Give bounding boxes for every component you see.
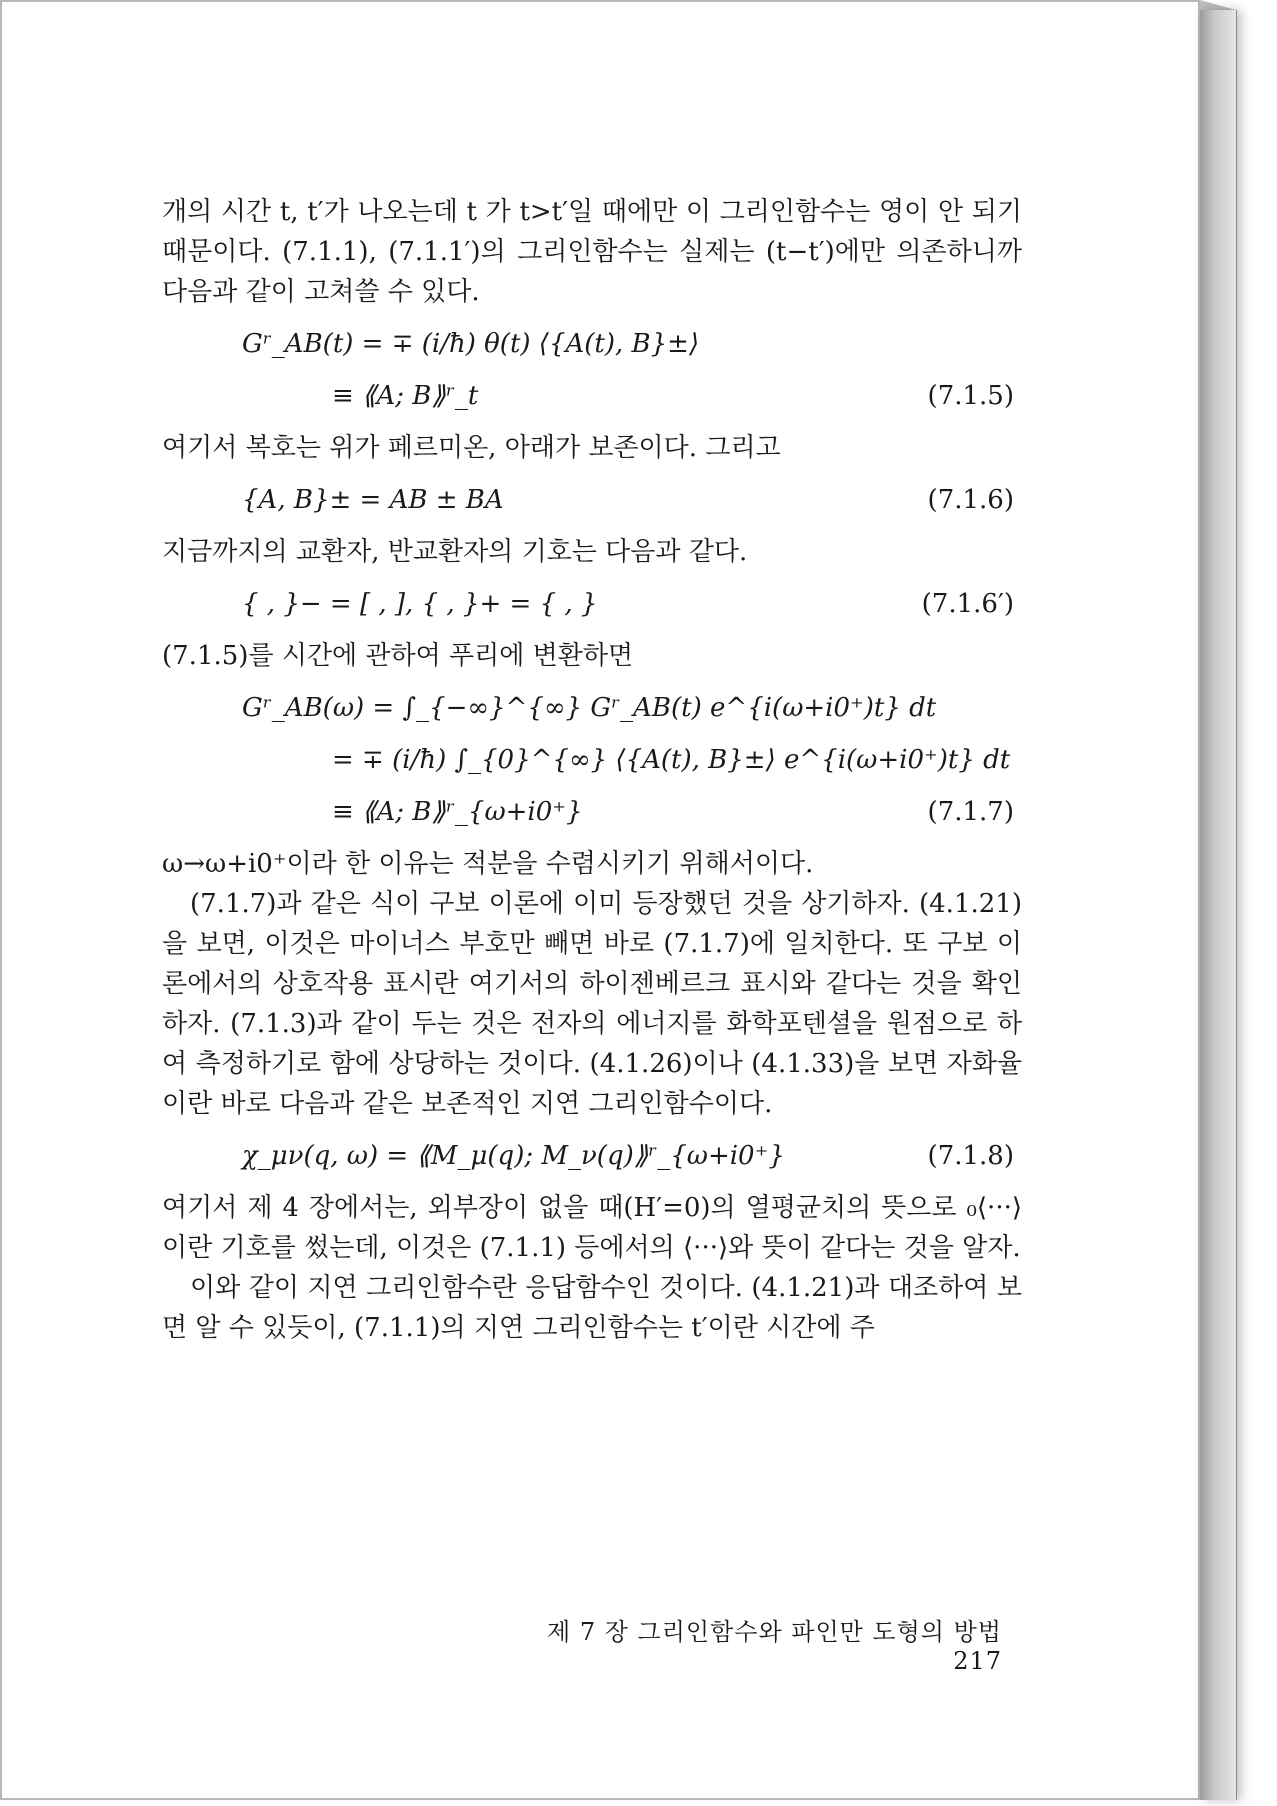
equation-7-1-5-line-1 (162, 324, 1022, 364)
equation-7-1-7-line-1 (162, 688, 1022, 728)
equation-7-1-6-prime (162, 584, 1022, 624)
paragraph-8: 이와 같이 지연 그리인함수란 응답함수인 것이다. (4.1.21)과 대조하여 보면 알 수 있듯이, (7.1.1)의 지연 그리인함수는 t′이란 시간에 주 (162, 1273, 1022, 1343)
equation-expression: { , }− = [ , ], { , }+ = { , } (242, 589, 598, 619)
equation-number: (7.1.5) (927, 381, 1014, 411)
equation-number: (7.1.8) (927, 1141, 1014, 1171)
equation-expression: χ_μν(q, ω) = ⟪M_μ(q); M_ν(q)⟫ʳ_{ω+i0⁺} (242, 1141, 785, 1171)
equation-expression: ≡ ⟪A; B⟫ʳ_{ω+i0⁺} (332, 797, 583, 827)
equation-expression: Gʳ_AB(t) = ∓ (i/ħ) θ(t) ⟨{A(t), B}±⟩ (242, 329, 700, 359)
equation-7-1-6 (162, 480, 1022, 520)
running-footer: 제 7 장 그리인함수와 파인만 도형의 방법 217 (547, 1618, 1002, 1675)
paragraph-1: 개의 시간 t, t′가 나오는데 t 가 t>t′일 때에만 이 그리인함수는 영이 안 되기 때문이다. (7.1.1), (7.1.1′)의 그리인함수는 실제는 (t−t′)에만 의존하니까 다음과 같이 고쳐쓸 수 있다. (162, 197, 1022, 307)
equation-number: (7.1.7) (927, 797, 1014, 827)
equation-number: (7.1.6′) (921, 589, 1014, 619)
equation-7-1-8 (162, 1136, 1022, 1176)
equation-expression: ≡ ⟪A; B⟫ʳ_t (332, 381, 479, 411)
equation-expression: = ∓ (i/ħ) ∫_{0}^{∞} ⟨{A(t), B}±⟩ e^{i(ω+i0⁺)t} dt (332, 745, 1011, 775)
paragraph-7: 여기서 제 4 장에서는, 외부장이 없을 때(H′=0)의 열평균치의 뜻으로 ₀⟨···⟩이란 기호를 썼는데, 이것은 (7.1.1) 등에서의 ⟨···⟩와 뜻이 같다는 것을 알자. (162, 1193, 1022, 1263)
equation-number: (7.1.6) (927, 485, 1014, 515)
page-stack-top (1200, 0, 1236, 10)
paragraph-3: 지금까지의 교환자, 반교환자의 기호는 다음과 같다. (162, 537, 748, 567)
equation-7-1-7-line-3 (162, 792, 1022, 832)
paragraph-2: 여기서 복호는 위가 페르미온, 아래가 보존이다. 그리고 (162, 433, 781, 463)
equation-expression: Gʳ_AB(ω) = ∫_{−∞}^{∞} Gʳ_AB(t) e^{i(ω+i0⁺)t} dt (242, 693, 937, 723)
equation-expression: {A, B}± = AB ± BA (242, 485, 504, 515)
page-body (162, 192, 1022, 1348)
paragraph-6: (7.1.7)과 같은 식이 구보 이론에 이미 등장했던 것을 상기하자. (4.1.21)을 보면, 이것은 마이너스 부호만 빼면 바로 (7.1.7)에 일치한다. 또 구보 이론에서의 상호작용 표시란 여기서의 하이젠베르크 표시와 같다는 것을 확인하자. (7.1.3)과 같이 두는 것은 전자의 에너지를 화학포텐셜을 원점으로 하여 측정하기로 함에 상당하는 것이다. (4.1.26)이나 (4.1.33)을 보면 자화율이란 바로 다음과 같은 보존적인 지연 그리인함수이다. (162, 889, 1022, 1119)
page-stack-edge (1200, 10, 1237, 1800)
equation-7-1-7-line-2 (162, 740, 1022, 780)
paragraph-5: ω→ω+i0⁺이라 한 이유는 적분을 수렴시키기 위해서이다. (162, 849, 814, 879)
equation-7-1-5-line-2 (162, 376, 1022, 416)
paragraph-4: (7.1.5)를 시간에 관하여 푸리에 변환하면 (162, 641, 634, 671)
